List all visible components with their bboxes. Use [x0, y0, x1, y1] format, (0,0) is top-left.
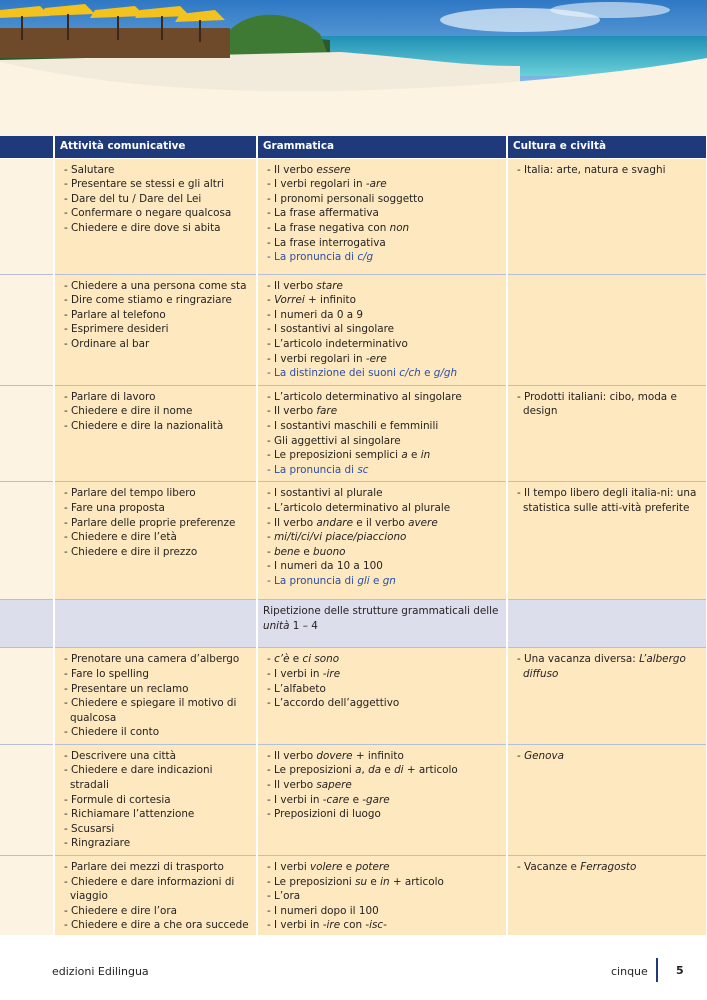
page-number: 5: [676, 964, 684, 977]
page-number-word: cinque: [611, 965, 648, 978]
comunicative-cell: [54, 274, 257, 385]
list-item: - Descrivere una città: [64, 749, 176, 762]
list-item: - Richiamare l’attenzione: [64, 808, 195, 821]
list-item: - Chiedere e spiegare il motivo di qualcosa: [64, 697, 237, 724]
list-item: - Dare del tu / Dare del Lei: [64, 192, 202, 205]
comunicative-cell: [54, 600, 257, 648]
unit-marker-cell: [0, 744, 54, 855]
list-item: - Italia: arte, natura e svaghi: [517, 163, 666, 176]
list-item: - Prodotti italiani: cibo, moda e design: [517, 390, 677, 418]
grammatica-cell: [257, 744, 507, 855]
publisher-name: edizioni Edilingua: [52, 965, 149, 978]
unit-marker-cell: [0, 648, 54, 745]
list-item: - L’articolo indeterminativo: [267, 337, 408, 350]
list-item: - Genova: [517, 749, 564, 762]
review-row: [0, 600, 707, 648]
list-item: - Chiedere e dire l’età: [64, 531, 177, 544]
list-item: - Il tempo libero degli italia-ni: una statistica sulle atti-vità preferite: [517, 487, 697, 514]
beach-restaurant-photo: [0, 0, 707, 98]
page-number-divider: [656, 958, 658, 982]
table-body: [0, 158, 707, 1000]
unit-row: [0, 482, 707, 600]
list-item: - Le preposizioni a, da e di + articolo: [267, 764, 458, 777]
list-item: - I numeri dopo il 100: [267, 904, 379, 917]
list-item: - Presentare un reclamo: [64, 682, 189, 695]
list-item: - I sostantivi maschili e femminili: [267, 419, 439, 432]
list-item: - Fare lo spelling: [64, 667, 149, 680]
list-item: - Salutare: [64, 163, 115, 176]
pronunciation-item: - La distinzione dei suoni c/ch e g/gh: [267, 367, 458, 380]
comunicative-cell: [54, 158, 257, 274]
list-item: - Vacanze e Ferragosto: [517, 861, 637, 874]
list-item: - L’ora: [267, 890, 301, 903]
list-item: - Il verbo stare: [267, 279, 343, 292]
list-item: - Parlare di lavoro: [64, 390, 156, 403]
unit-marker-cell: [0, 274, 54, 385]
list-item: - Il verbo essere: [267, 163, 351, 176]
list-item: - La frase interrogativa: [267, 236, 386, 249]
unit-row: [0, 385, 707, 482]
cultura-cell: [507, 648, 707, 745]
grammatica-cell: [257, 385, 507, 482]
unit-row: [0, 648, 707, 745]
list-item: - I verbi regolari in -are: [267, 178, 387, 191]
list-item: - Ringraziare: [64, 837, 131, 850]
list-item: - Ordinare al bar: [64, 337, 150, 350]
pronunciation-item: - La pronuncia di c/g: [267, 251, 374, 264]
comunicative-cell: [54, 385, 257, 482]
list-item: - I sostantivi al plurale: [267, 487, 383, 500]
list-item: - Prenotare una camera d’albergo: [64, 653, 240, 666]
list-item: - Chiedere e dare indicazioni stradali: [64, 764, 213, 792]
unit-marker-cell: [0, 600, 54, 648]
list-item: - I verbi in -ire: [267, 667, 341, 680]
list-item: - bene e buono: [267, 545, 346, 558]
grammatica-cell: [257, 648, 507, 745]
list-item: - I numeri da 0 a 9: [267, 308, 364, 321]
cultura-cell: [507, 482, 707, 600]
list-item: - I verbi in -ire con -isc-: [267, 919, 387, 932]
grammatica-cell: [257, 158, 507, 274]
list-item: - I verbi regolari in -ere: [267, 352, 387, 365]
list-item: - Parlare al telefono: [64, 308, 166, 321]
list-item: - Una vacanza diversa: L’albergo diffuso: [517, 653, 686, 680]
list-item: - Chiedere e dire la nazionalità: [64, 419, 224, 432]
contents-table: [0, 136, 707, 1000]
unit-row: [0, 744, 707, 855]
unit-row: [0, 158, 707, 274]
header-blank-cell: [0, 136, 54, 158]
list-item: - Il verbo dovere + infinito: [267, 749, 404, 762]
grammatica-cell: [257, 274, 507, 385]
cultura-cell: [507, 744, 707, 855]
pronunciation-item: - La pronuncia di sc: [267, 463, 369, 476]
list-item: - L’articolo determinativo al plurale: [267, 501, 451, 514]
list-item: - L’alfabeto: [267, 682, 326, 695]
list-item: - Vorrei + infinito: [267, 294, 356, 307]
list-item: - Chiedere e dire il prezzo: [64, 545, 198, 558]
list-item: - Chiedere e dire l’ora: [64, 904, 178, 917]
list-item: - Chiedere il conto: [64, 726, 160, 739]
list-item: - mi/ti/ci/vi piace/piacciono: [267, 531, 407, 544]
list-item: - I verbi in -care e -gare: [267, 793, 390, 806]
comunicative-cell: [54, 648, 257, 745]
list-item: - L’accordo dell’aggettivo: [267, 697, 400, 710]
unit-marker-cell: [0, 482, 54, 600]
list-item: - Fare una proposta: [64, 501, 165, 514]
list-item: - Parlare delle proprie preferenze: [64, 516, 236, 529]
list-item: - La frase affermativa: [267, 207, 379, 220]
list-item: - Chiedere e dire dove si abita: [64, 221, 221, 234]
list-item: - Il verbo andare e il verbo avere: [267, 516, 438, 529]
list-item: - Chiedere a una persona come sta: [64, 279, 247, 292]
list-item: - Gli aggettivi al singolare: [267, 434, 401, 447]
list-item: - Preposizioni di luogo: [267, 808, 381, 821]
header-grammatica: Grammatica: [257, 136, 507, 158]
cultura-cell: [507, 385, 707, 482]
list-item: - I pronomi personali soggetto: [267, 192, 424, 205]
cultura-cell: [507, 158, 707, 274]
pronunciation-item: - La pronuncia di gli e gn: [267, 574, 396, 587]
comunicative-cell: [54, 482, 257, 600]
list-item: - I verbi volere e potere: [267, 861, 390, 874]
list-item: - Presentare se stessi e gli altri: [64, 178, 225, 191]
list-item: - La frase negativa con non: [267, 221, 410, 234]
grammatica-cell: [257, 482, 507, 600]
list-item: - Scusarsi: [64, 822, 115, 835]
unit-row: [0, 274, 707, 385]
list-item: - Parlare del tempo libero: [64, 487, 196, 500]
cultura-cell: [507, 274, 707, 385]
list-item: - Confermare o negare qualcosa: [64, 207, 232, 220]
header-comunicative: Attività comunicative: [54, 136, 257, 158]
review-text: Ripetizione delle strutture grammaticali delle unità 1 – 4: [263, 605, 499, 632]
list-item: - Chiedere e dire il nome: [64, 405, 193, 418]
list-item: - Il verbo fare: [267, 405, 338, 418]
comunicative-cell: [54, 744, 257, 855]
list-item: - Parlare dei mezzi di trasporto: [64, 861, 224, 874]
list-item: - c’è e ci sono: [267, 653, 340, 666]
list-item: - Le preposizioni semplici a e in: [267, 449, 431, 462]
table-header-row: [0, 136, 707, 158]
list-item: - Il verbo sapere: [267, 779, 352, 792]
list-item: - Formule di cortesia: [64, 793, 171, 806]
list-item: - Dire come stiamo e ringraziare: [64, 294, 232, 307]
unit-marker-cell: [0, 385, 54, 482]
grammatica-cell: [257, 600, 507, 648]
header-photo: [0, 0, 707, 98]
unit-marker-cell: [0, 158, 54, 274]
cultura-cell: [507, 600, 707, 648]
list-item: - I sostantivi al singolare: [267, 323, 395, 336]
list-item: - Esprimere desideri: [64, 323, 169, 336]
list-item: - Chiedere e dare informazioni di viaggio: [64, 875, 235, 903]
list-item: - I numeri da 10 a 100: [267, 560, 383, 573]
header-cultura: Cultura e civiltà: [507, 136, 707, 158]
list-item: - Le preposizioni su e in + articolo: [267, 875, 444, 888]
list-item: - L’articolo determinativo al singolare: [267, 390, 462, 403]
list-item: - Chiedere e dire a che ora succede: [64, 919, 249, 932]
